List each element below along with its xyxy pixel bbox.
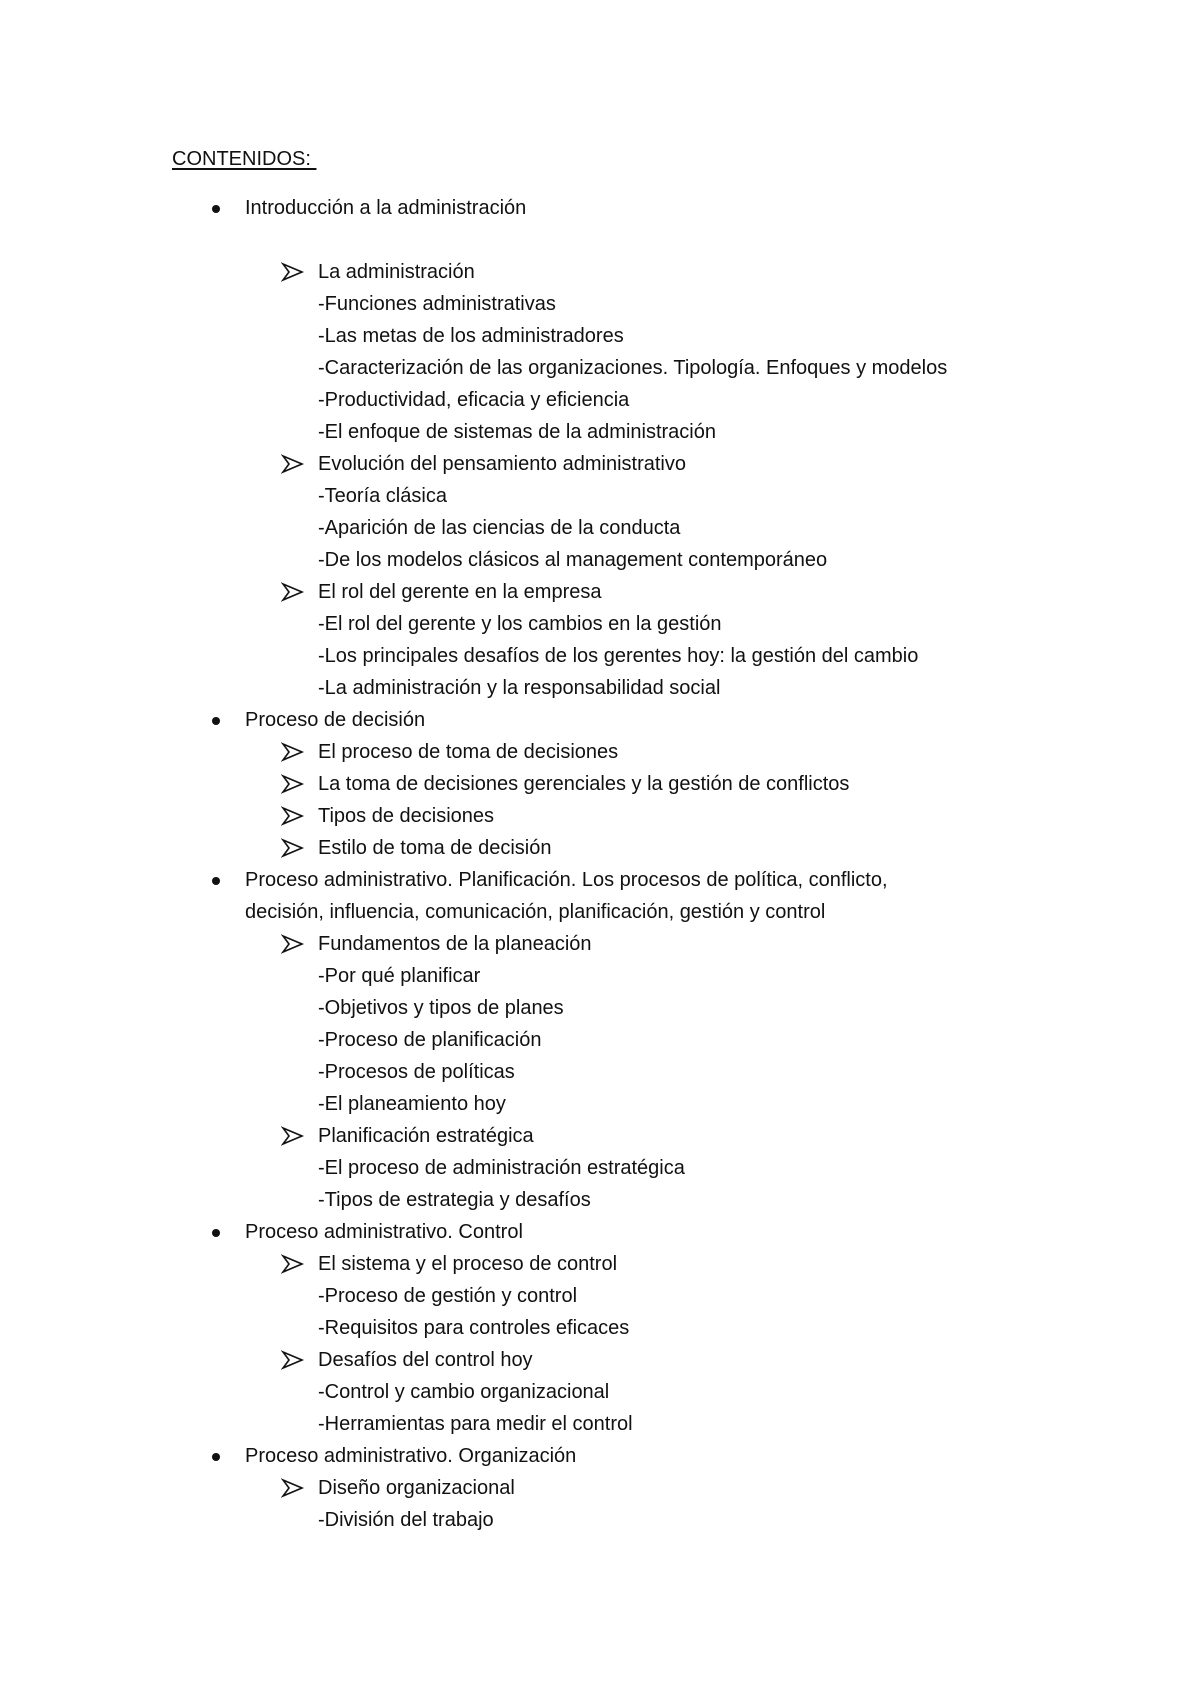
list-item: -Productividad, eficacia y eficiencia (318, 389, 630, 411)
subsection-planificacion-estrategica (0, 1120, 1200, 1152)
arrowhead-icon (281, 1472, 305, 1504)
subsection-title: Planificación estratégica (318, 1125, 534, 1147)
list-item: -De los modelos clásicos al management contemporáneo (318, 549, 828, 571)
subsection-title: El rol del gerente en la empresa (318, 581, 602, 603)
subsection-title: La administración (318, 261, 475, 283)
arrowhead-icon (281, 1248, 305, 1280)
subsection-evolucion (0, 448, 1200, 480)
contents-list (0, 192, 1200, 1536)
section-title: decisión, influencia, comunicación, planificación, gestión y control (245, 901, 826, 923)
list-item: -Por qué planificar (318, 965, 481, 987)
bullet-icon (212, 717, 220, 725)
subsection-title: Desafíos del control hoy (318, 1349, 533, 1371)
subsection-item (0, 832, 1200, 864)
subsection-title: Tipos de decisiones (318, 805, 495, 827)
subsection-title: Fundamentos de la planeación (318, 933, 592, 955)
section-title-continuation (0, 896, 1200, 928)
list-item: -Procesos de políticas (318, 1061, 515, 1083)
list-item: -La administración y la responsabilidad social (318, 677, 721, 699)
list-item: -El rol del gerente y los cambios en la gestión (318, 613, 722, 635)
section-title: Proceso administrativo. Organización (245, 1445, 577, 1467)
bullet-icon (212, 1229, 220, 1237)
arrowhead-icon (281, 928, 305, 960)
subsection-fundamentos (0, 928, 1200, 960)
arrowhead-icon (281, 800, 305, 832)
subsection-title: Diseño organizacional (318, 1477, 515, 1499)
list-item: -Control y cambio organizacional (318, 1381, 610, 1403)
list-item: -Tipos de estrategia y desafíos (318, 1189, 591, 1211)
section-title: Proceso administrativo. Control (245, 1221, 523, 1243)
list-item: -Requisitos para controles eficaces (318, 1317, 630, 1339)
list-item: -Caracterización de las organizaciones. Tipología. Enfoques y modelos (318, 357, 948, 379)
bullet-icon (212, 877, 220, 885)
page-title: CONTENIDOS: (172, 148, 317, 170)
subsection-desafios-control (0, 1344, 1200, 1376)
subsection-item (0, 736, 1200, 768)
arrowhead-icon (281, 768, 305, 800)
arrowhead-icon (281, 1120, 305, 1152)
section-planificacion (0, 864, 1200, 896)
list-item: -Proceso de planificación (318, 1029, 542, 1051)
subsection-item (0, 800, 1200, 832)
list-item: -Funciones administrativas (318, 293, 556, 315)
section-title: Introducción a la administración (245, 197, 527, 219)
bullet-icon (212, 205, 220, 213)
section-introduccion (0, 192, 1200, 224)
list-item: -El proceso de administración estratégica (318, 1157, 685, 1179)
list-item: -Aparición de las ciencias de la conducta (318, 517, 681, 539)
section-organizacion (0, 1440, 1200, 1472)
list-item: -Las metas de los administradores (318, 325, 624, 347)
list-item: -Los principales desafíos de los gerentes hoy: la gestión del cambio (318, 645, 919, 667)
list-item: -El enfoque de sistemas de la administración (318, 421, 716, 443)
section-title: Proceso administrativo. Planificación. Los procesos de política, conflicto, (245, 869, 888, 891)
arrowhead-icon (281, 832, 305, 864)
list-item: -Herramientas para medir el control (318, 1413, 633, 1435)
arrowhead-icon (281, 736, 305, 768)
section-proceso-decision (0, 704, 1200, 736)
subsection-sistema-control (0, 1248, 1200, 1280)
subsection-diseno-organizacional (0, 1472, 1200, 1504)
arrowhead-icon (281, 256, 305, 288)
arrowhead-icon (281, 448, 305, 480)
section-control (0, 1216, 1200, 1248)
subsection-title: Estilo de toma de decisión (318, 837, 552, 859)
subsection-title: El sistema y el proceso de control (318, 1253, 618, 1275)
subsection-title: El proceso de toma de decisiones (318, 741, 619, 763)
arrowhead-icon (281, 576, 305, 608)
list-item: -El planeamiento hoy (318, 1093, 506, 1115)
section-title: Proceso de decisión (245, 709, 426, 731)
subsection-title: Evolución del pensamiento administrativo (318, 453, 686, 475)
subsection-rol-gerente (0, 576, 1200, 608)
list-item: -Proceso de gestión y control (318, 1285, 578, 1307)
arrowhead-icon (281, 1344, 305, 1376)
subsection-la-administracion (0, 256, 1200, 288)
list-item: -Teoría clásica (318, 485, 447, 507)
subsection-title: La toma de decisiones gerenciales y la gestión de conflictos (318, 773, 850, 795)
subsection-item (0, 768, 1200, 800)
list-item: -Objetivos y tipos de planes (318, 997, 564, 1019)
list-item: -División del trabajo (318, 1509, 494, 1531)
bullet-icon (212, 1453, 220, 1461)
